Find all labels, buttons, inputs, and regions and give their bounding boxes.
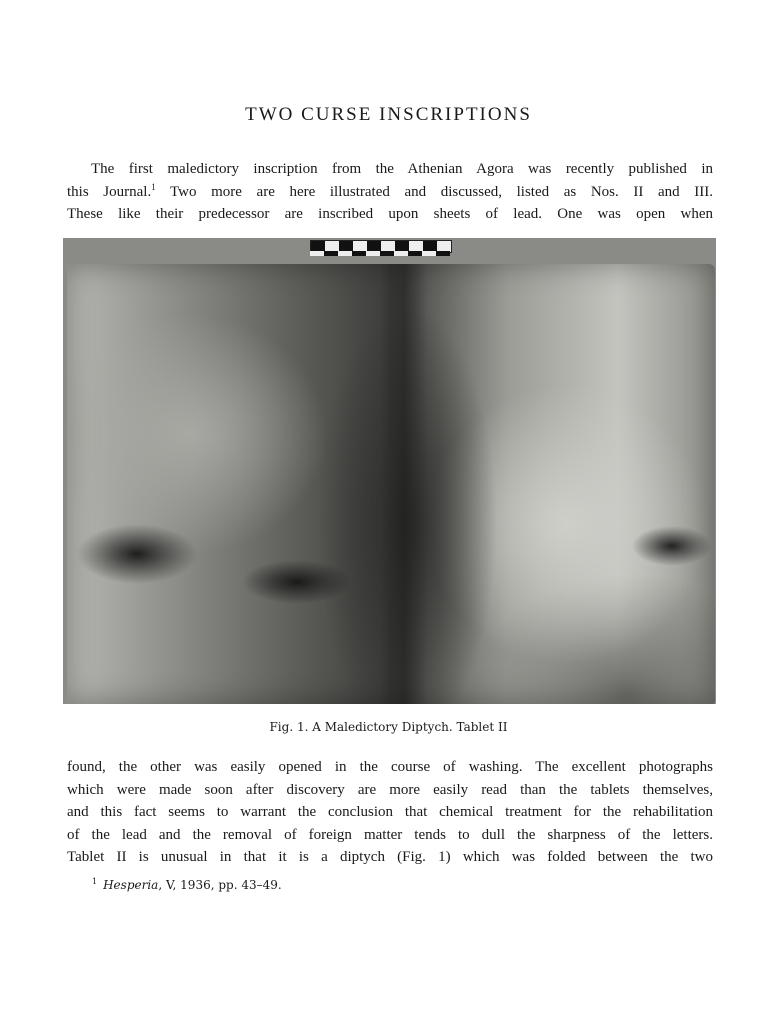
paragraph-text: this Journal.: [67, 183, 152, 200]
footnote: [92, 878, 282, 892]
paragraph-continuation: [67, 756, 713, 869]
figure-caption: Fig. 1. A Maledictory Diptych. Tablet II: [269, 720, 508, 734]
diptych-fold: [381, 264, 427, 704]
paragraph-line: and this fact seems to warrant the conclusion that chemical treatment for the rehabilitation: [67, 804, 713, 820]
footnote-marker: 1: [92, 877, 98, 886]
paragraph-line: found, the other was easily opened in the course of washing. The excellent photographs: [67, 759, 713, 775]
paragraph-intro: [67, 158, 713, 226]
paragraph-line: which were made soon after discovery are more easily read than the tablets themselves,: [67, 781, 713, 798]
paragraph-line: [67, 181, 713, 204]
paragraph-line: These like their predecessor are inscribed upon sheets of lead. One was open when: [67, 206, 713, 222]
paragraph-line: The first maledictory inscription from the Athenian Agora was recently published in: [91, 161, 713, 177]
footnote-citation: , V, 1936, pp. 43–49.: [158, 878, 282, 892]
page-title: TWO CURSE INSCRIPTIONS: [245, 104, 532, 125]
footnote-reference[interactable]: 1: [151, 181, 156, 192]
figure-photograph: [63, 238, 716, 704]
paragraph-line: of the lead and the removal of foreign matter tends to dull the sharpness of the letters.: [67, 826, 713, 843]
paragraph-line: Tablet II is unusual in that it is a diptych (Fig. 1) which was folded between the two: [67, 849, 713, 865]
scale-bar-lower: [310, 251, 450, 256]
paragraph-text: Two more are here illustrated and discussed, listed as Nos. II and III.: [155, 183, 713, 200]
footnote-journal: Hesperia: [103, 878, 159, 892]
